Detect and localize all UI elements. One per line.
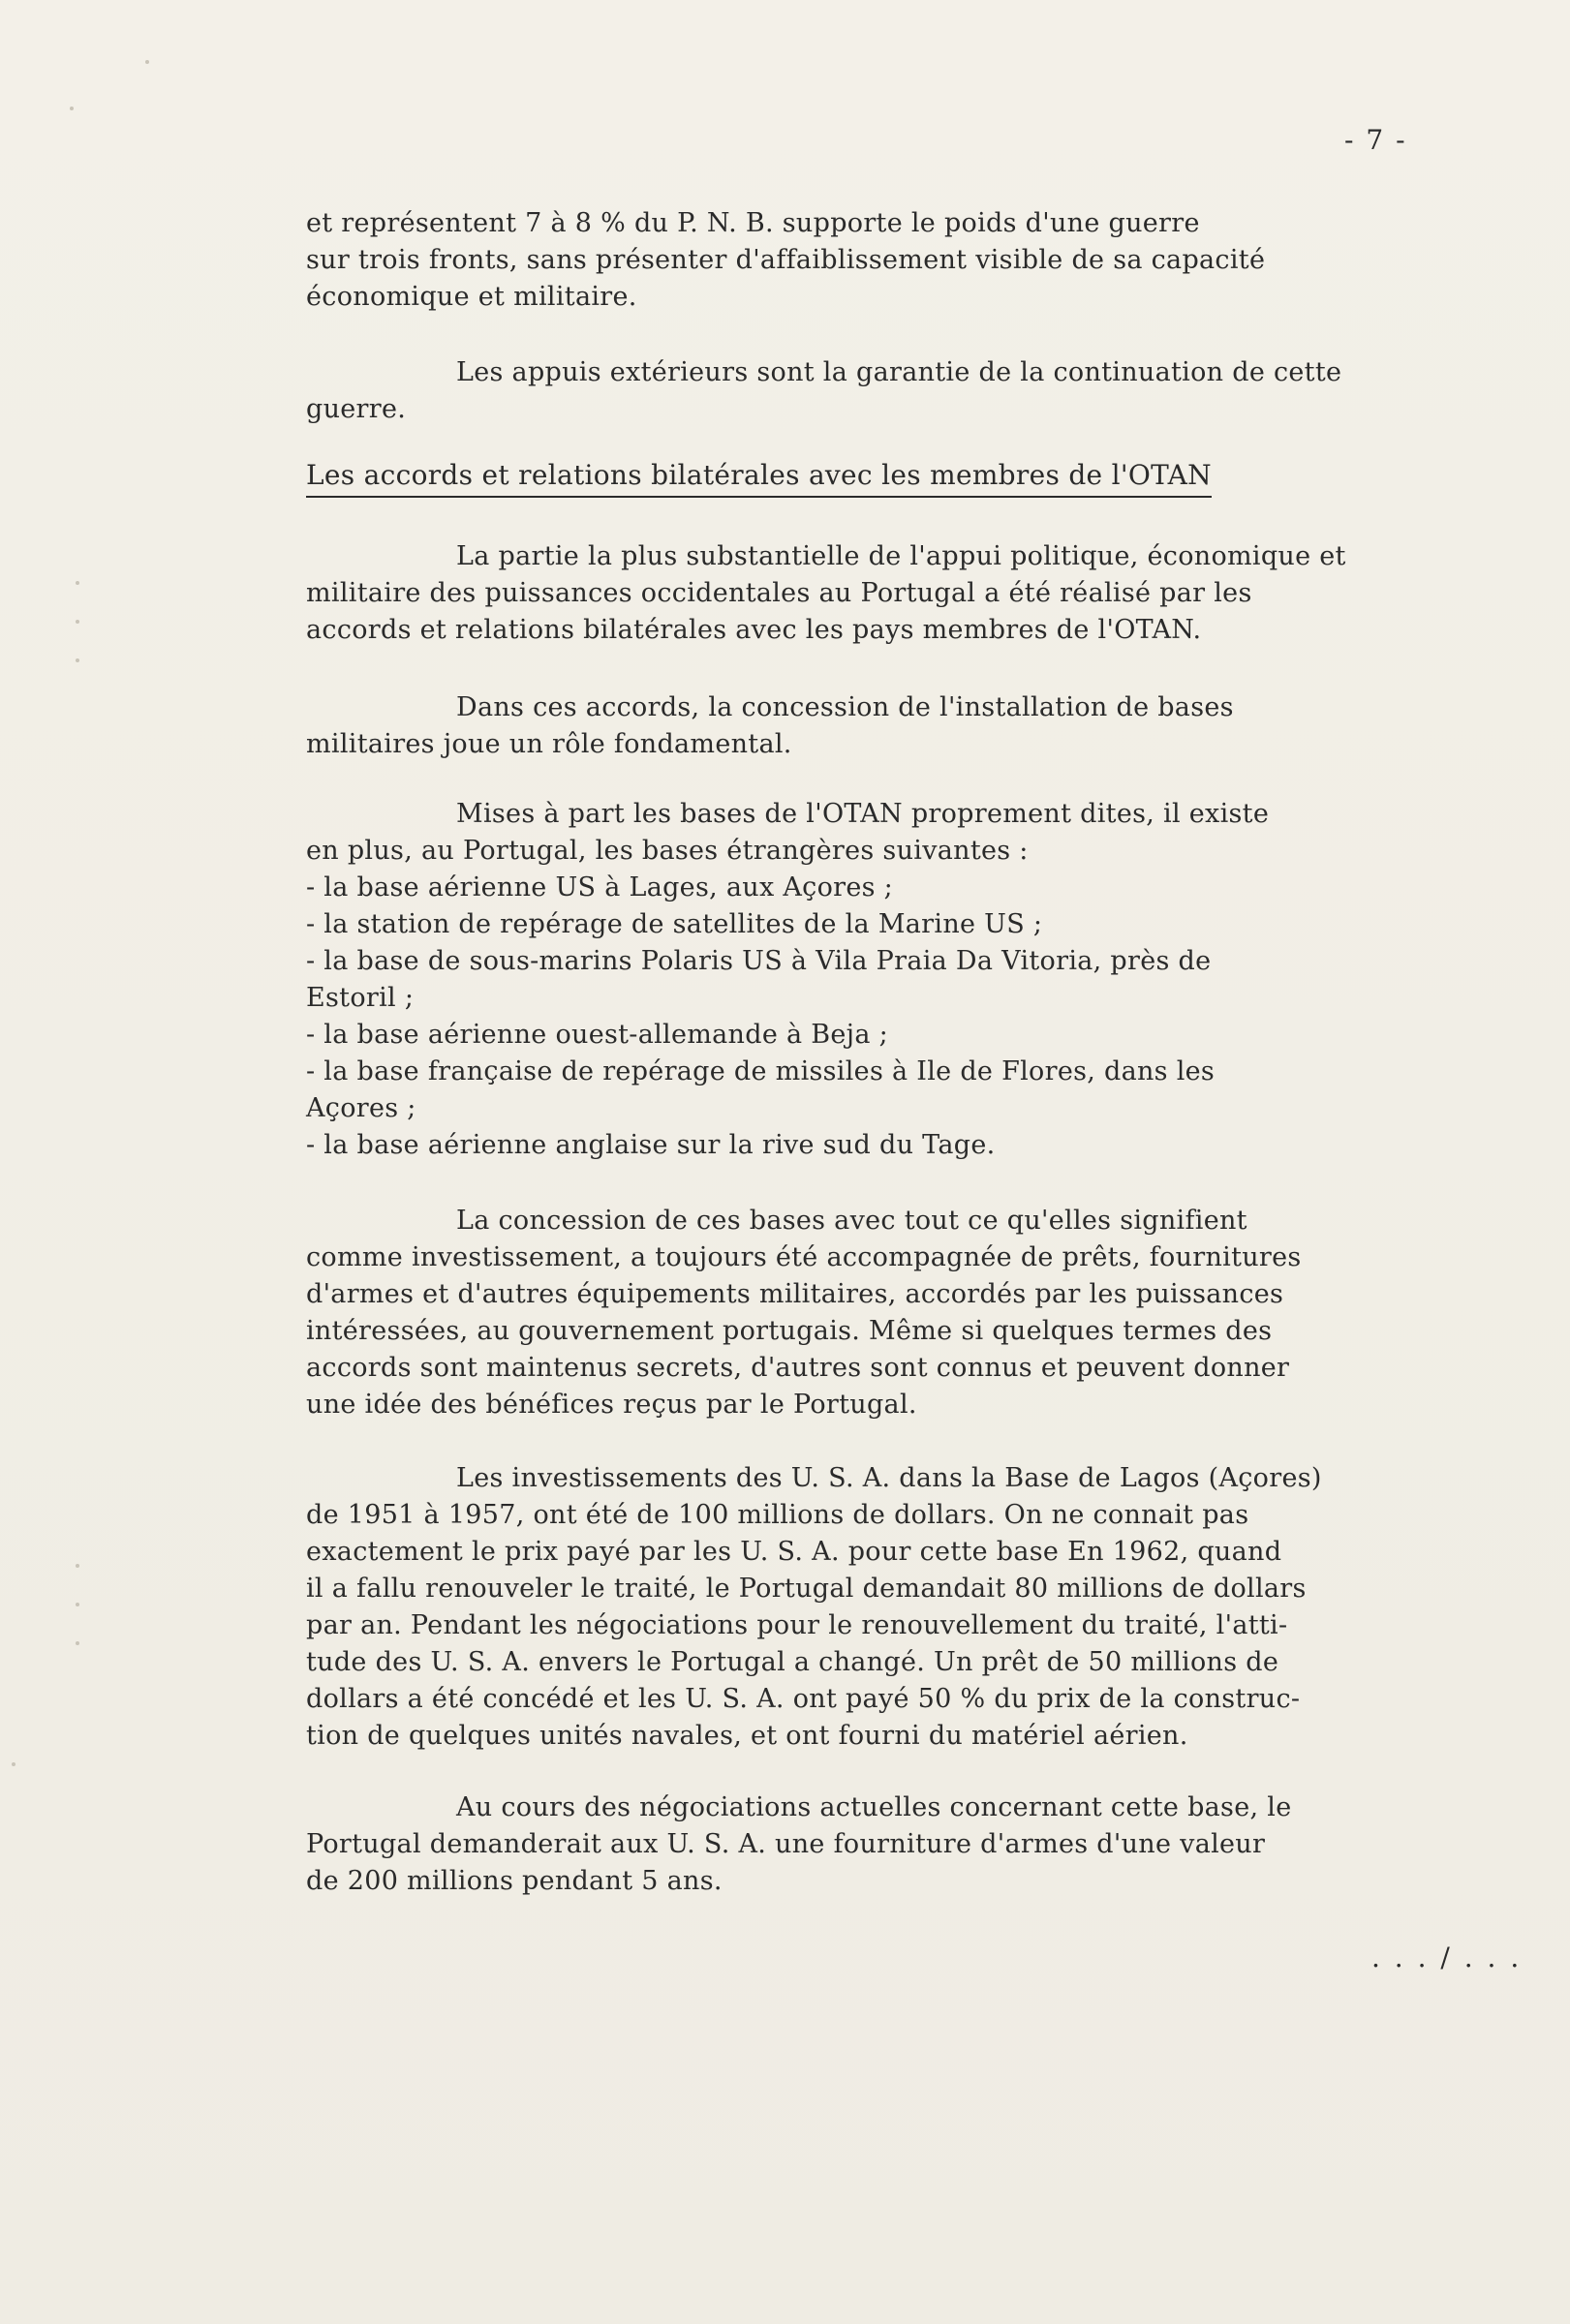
list-item: - la base aérienne anglaise sur la rive sud du Tage.	[306, 1130, 996, 1160]
text-line: militaires joue un rôle fondamental.	[306, 729, 792, 759]
section-heading: Les accords et relations bilatérales avec les membres de l'OTAN	[306, 457, 1212, 498]
text-line: une idée des bénéfices reçus par le Portugal.	[306, 1390, 917, 1420]
text-line: La partie la plus substantielle de l'appui politique, économique et	[456, 541, 1346, 571]
paragraph-8	[306, 1789, 1512, 1900]
text-line: accords et relations bilatérales avec les pays membres de l'OTAN.	[306, 615, 1202, 645]
margin-mark	[76, 1641, 79, 1645]
margin-mark	[76, 658, 79, 662]
margin-mark	[76, 581, 79, 585]
text-line: tude des U. S. A. envers le Portugal a changé. Un prêt de 50 millions de	[306, 1647, 1279, 1677]
paragraph-3	[306, 538, 1512, 649]
paragraph-4	[306, 689, 1512, 763]
text-line: exactement le prix payé par les U. S. A. pour cette base En 1962, quand	[306, 1537, 1282, 1567]
paragraph-2	[306, 354, 1512, 428]
text-line: comme investissement, a toujours été accompagnée de prêts, fournitures	[306, 1242, 1302, 1272]
text-line: intéressées, au gouvernement portugais. Même si quelques termes des	[306, 1316, 1273, 1346]
paragraph-6	[306, 1203, 1512, 1423]
paragraph-7	[306, 1460, 1512, 1755]
text-line: d'armes et d'autres équipements militaires, accordés par les puissances	[306, 1279, 1284, 1309]
margin-mark	[76, 1564, 79, 1568]
list-item: - la station de repérage de satellites de la Marine US ;	[306, 909, 1043, 939]
text-line: il a fallu renouveler le traité, le Portugal demandait 80 millions de dollars	[306, 1574, 1307, 1604]
text-line: guerre.	[306, 394, 407, 424]
text-line: de 200 millions pendant 5 ans.	[306, 1866, 723, 1896]
text-line: La concession de ces bases avec tout ce qu'elles signifient	[456, 1206, 1247, 1236]
margin-mark	[76, 1603, 79, 1606]
page-number: - 7 -	[1344, 124, 1407, 156]
text-line: économique et militaire.	[306, 282, 637, 312]
margin-mark	[70, 107, 74, 110]
text-line: Les investissements des U. S. A. dans la Base de Lagos (Açores)	[456, 1463, 1322, 1493]
paragraph-5	[306, 796, 1512, 1164]
text-line: par an. Pendant les négociations pour le renouvellement du traité, l'atti-	[306, 1610, 1288, 1640]
text-line: Estoril ;	[306, 983, 415, 1013]
text-line: dollars a été concédé et les U. S. A. ont payé 50 % du prix de la construc-	[306, 1684, 1301, 1714]
text-line: sur trois fronts, sans présenter d'affaiblissement visible de sa capacité	[306, 245, 1266, 275]
margin-mark	[145, 60, 149, 64]
text-line: Au cours des négociations actuelles concernant cette base, le	[456, 1792, 1292, 1822]
text-line: en plus, au Portugal, les bases étrangères suivantes :	[306, 836, 1029, 866]
text-line: militaire des puissances occidentales au Portugal a été réalisé par les	[306, 578, 1252, 608]
continuation-marker: . . . / . . .	[1371, 1942, 1523, 1973]
text-line: de 1951 à 1957, ont été de 100 millions de dollars. On ne connait pas	[306, 1500, 1249, 1530]
margin-mark	[76, 620, 79, 624]
text-line: Portugal demanderait aux U. S. A. une fourniture d'armes d'une valeur	[306, 1829, 1266, 1859]
list-item: - la base de sous-marins Polaris US à Vila Praia Da Vitoria, près de	[306, 946, 1212, 976]
list-item: - la base française de repérage de missiles à Ile de Flores, dans les	[306, 1056, 1216, 1086]
paragraph-1	[306, 205, 1512, 316]
list-item: - la base aérienne ouest-allemande à Beja ;	[306, 1020, 889, 1050]
text-line: et représentent 7 à 8 % du P. N. B. supporte le poids d'une guerre	[306, 208, 1200, 238]
text-line: Açores ;	[306, 1093, 416, 1123]
text-line: Dans ces accords, la concession de l'installation de bases	[456, 692, 1234, 722]
text-line: Les appuis extérieurs sont la garantie de la continuation de cette	[456, 357, 1342, 387]
text-line: Mises à part les bases de l'OTAN proprement dites, il existe	[456, 799, 1270, 829]
list-item: - la base aérienne US à Lages, aux Açores ;	[306, 872, 894, 902]
text-line: tion de quelques unités navales, et ont fourni du matériel aérien.	[306, 1721, 1188, 1751]
text-line: accords sont maintenus secrets, d'autres sont connus et peuvent donner	[306, 1353, 1290, 1383]
margin-mark	[12, 1762, 15, 1766]
